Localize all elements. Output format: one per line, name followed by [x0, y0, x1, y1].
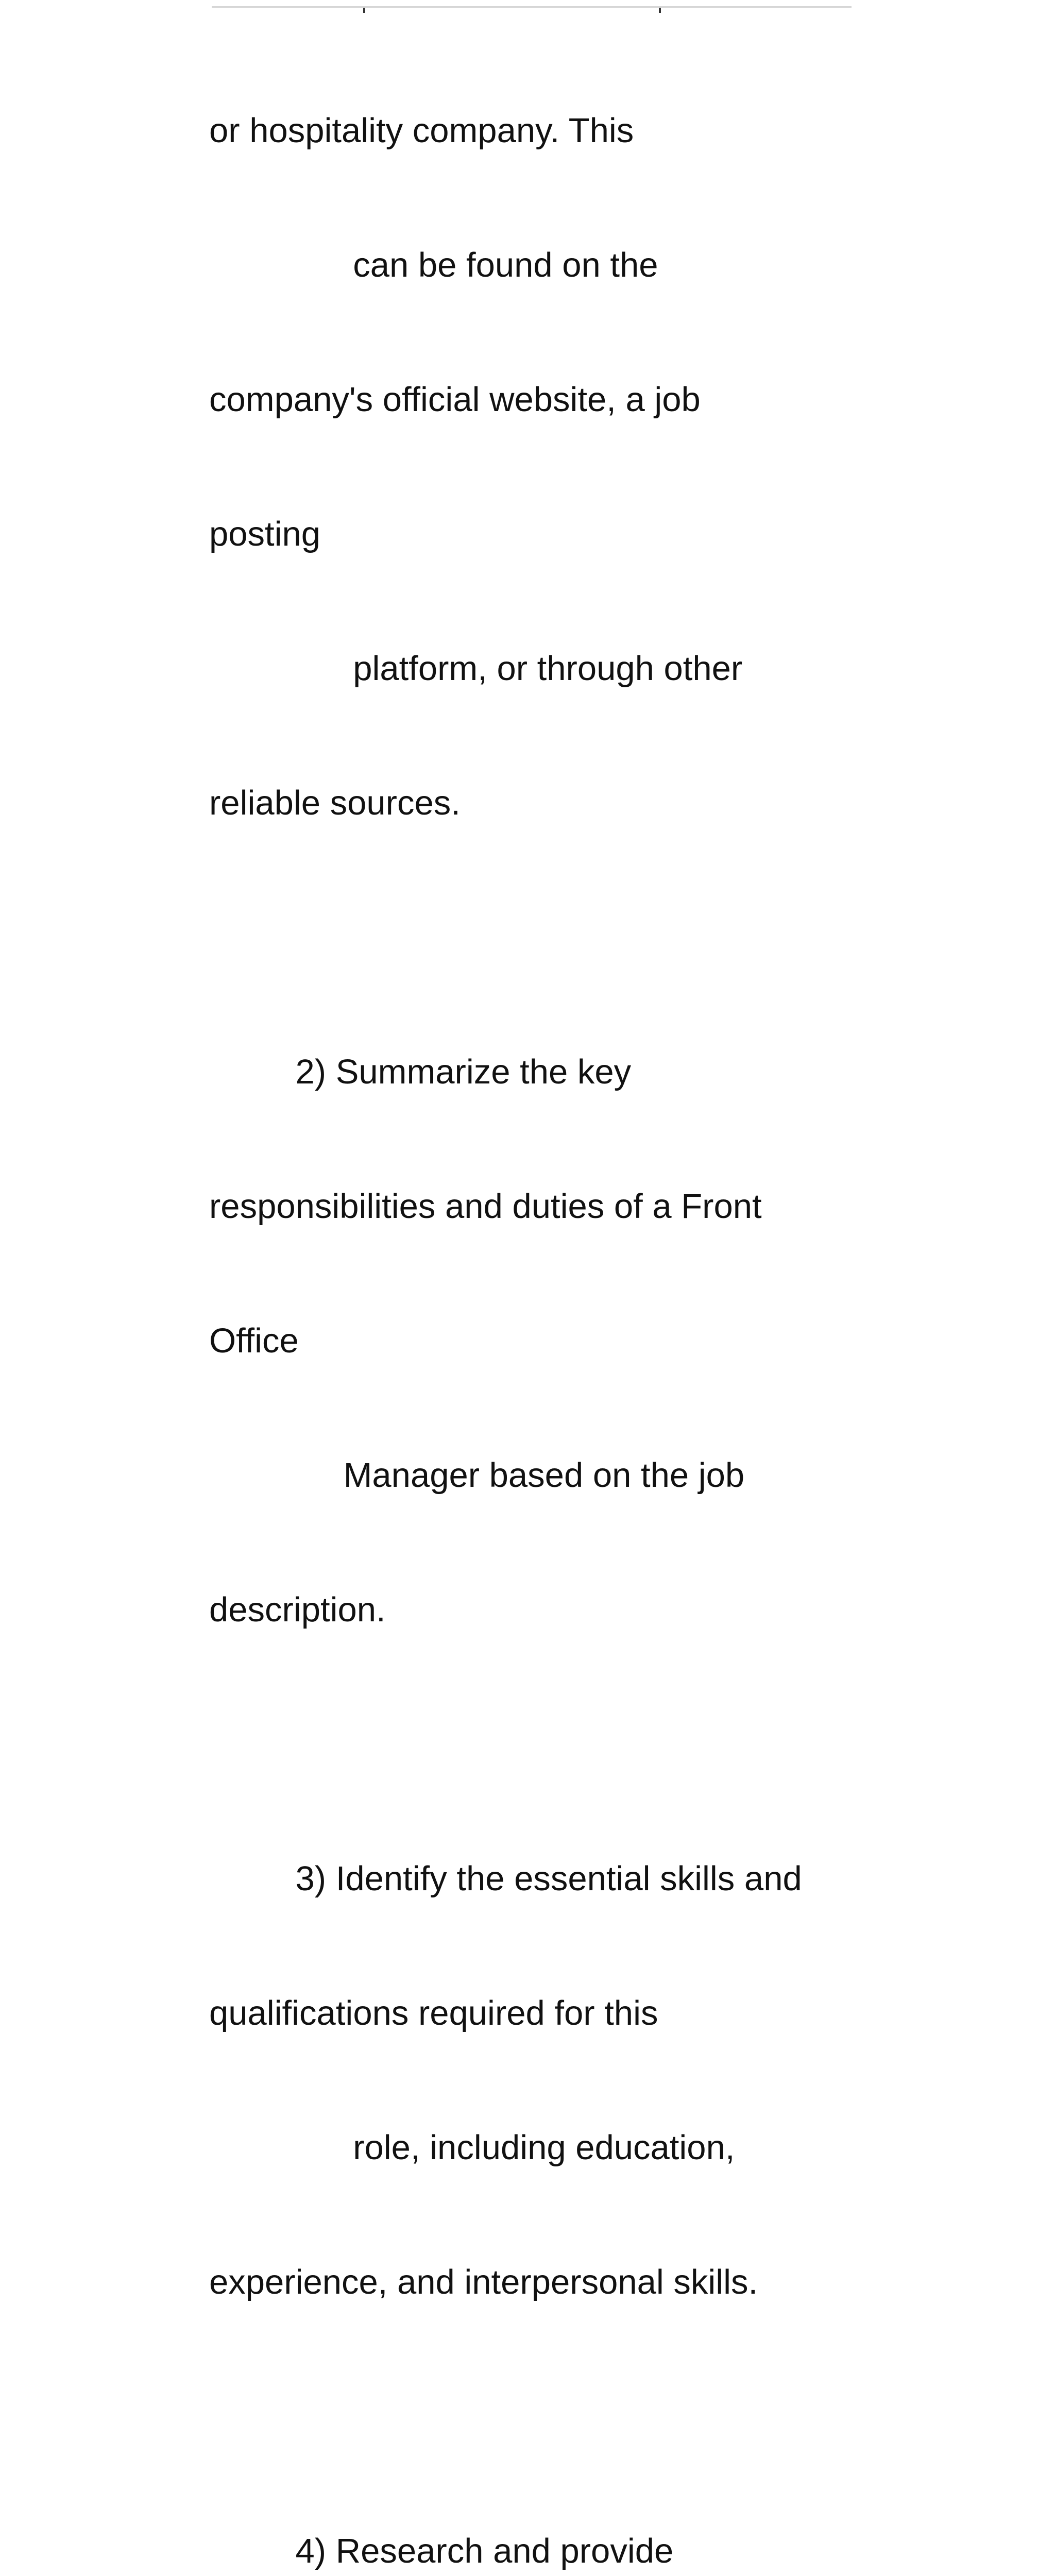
- doc-blank-line: [209, 1722, 848, 1767]
- doc-blank-line: [209, 915, 848, 960]
- clipped-glyph: [363, 8, 365, 13]
- doc-line: qualifications required for this: [209, 1994, 658, 2032]
- doc-line: role, including education,: [209, 2128, 735, 2167]
- list-item-2-heading: 2) Summarize the key: [209, 1053, 632, 1091]
- doc-line: Office: [209, 1321, 299, 1360]
- doc-line: description.: [209, 1590, 386, 1629]
- doc-line: company's official website, a job: [209, 380, 701, 419]
- doc-line: posting: [209, 515, 321, 553]
- doc-blank-line: [209, 2394, 848, 2439]
- doc-line: platform, or through other: [209, 649, 743, 688]
- doc-line: experience, and interpersonal skills.: [209, 2263, 758, 2301]
- doc-line: Manager based on the job: [209, 1456, 745, 1495]
- doc-line: can be found on the: [209, 246, 658, 284]
- list-item-4-heading: 4) Research and provide: [209, 2532, 674, 2570]
- doc-line: responsibilities and duties of a Front: [209, 1187, 762, 1226]
- list-item-3-heading: 3) Identify the essential skills and: [209, 1859, 802, 1898]
- doc-line: reliable sources.: [209, 784, 461, 822]
- clipped-previous-line: [0, 0, 1055, 13]
- document-text: [209, 19, 848, 2576]
- doc-line: or hospitality company. This: [209, 111, 634, 150]
- clipped-glyph: [659, 8, 661, 13]
